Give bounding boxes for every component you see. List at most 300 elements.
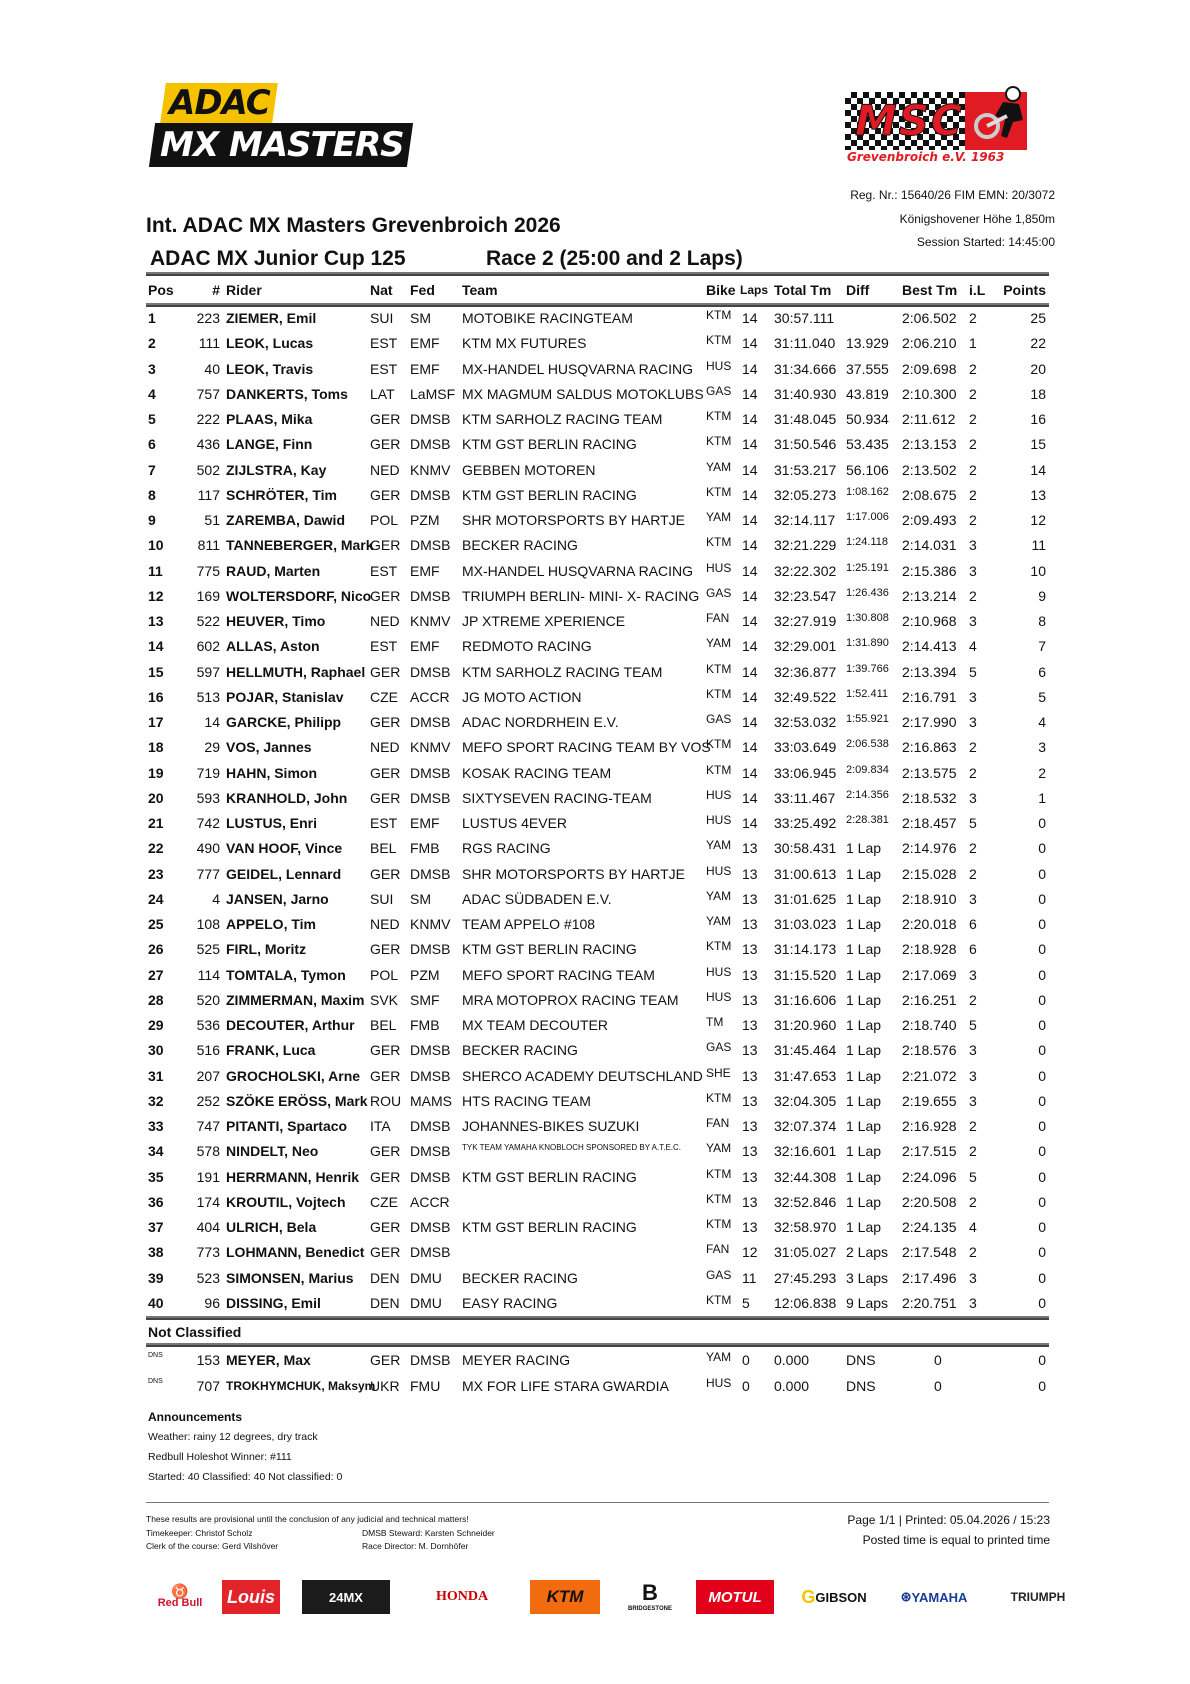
table-row [146, 1215, 1049, 1240]
cell-points: 0 [1038, 1042, 1046, 1059]
cell-bike: HUS [706, 358, 732, 373]
cell-il: 2 [969, 310, 977, 326]
cell-il: 1 [969, 335, 977, 352]
redbull-bull-icon: ♉ [171, 1583, 189, 1599]
cell-rider: LUSTUS, Enri [226, 815, 318, 831]
table-row [146, 1266, 1049, 1291]
table-row [146, 458, 1049, 483]
cell-number: 404 [196, 1219, 220, 1235]
cell-diff: 13.929 [846, 335, 889, 352]
cell-number: 707 [196, 1377, 220, 1394]
cell-bike: YAM [706, 510, 732, 524]
gibson-logo [792, 1580, 876, 1614]
cell-bike: FAN [706, 611, 730, 625]
table-row [146, 836, 1049, 861]
col-pos: Pos [148, 282, 174, 298]
cell-team: BECKER RACING [462, 537, 578, 554]
cell-points: 0 [1038, 1352, 1046, 1368]
cell-pos: 5 [148, 411, 156, 427]
cell-points: 1 [1038, 789, 1046, 806]
cell-il: 2 [969, 385, 977, 402]
cell-rider: LOHMANN, Benedict [226, 1244, 365, 1261]
cell-total-time: 31:14.173 [774, 941, 837, 958]
cell-bike: YAM [706, 888, 732, 903]
cell-laps: 14 [742, 714, 758, 730]
cell-rider: ZIMMERMAN, Maxim [226, 991, 365, 1008]
cell-points: 0 [1038, 1377, 1046, 1394]
cell-laps: 13 [742, 865, 758, 882]
cell-il: 3 [969, 890, 977, 907]
cell-number: 111 [198, 335, 220, 352]
cell-number: 523 [196, 1269, 220, 1286]
cell-diff: 1 Lap [846, 840, 882, 857]
triumph-logo: TRIUMPH [1010, 1590, 1066, 1604]
cell-points: 0 [1038, 1219, 1046, 1235]
cell-total-time: 31:16.606 [774, 991, 837, 1008]
cell-total-time: 33:25.492 [774, 815, 837, 831]
cell-il: 2 [969, 1244, 977, 1261]
table-row [146, 862, 1049, 887]
cell-pos: 7 [148, 461, 156, 478]
table-row [146, 1240, 1049, 1265]
cell-pos: 39 [148, 1269, 164, 1286]
cell-rider: VAN HOOF, Vince [226, 840, 343, 857]
cell-diff: 1 Lap [846, 890, 882, 907]
cell-number: 51 [204, 512, 220, 528]
cell-fed: DMSB [410, 865, 451, 882]
cell-laps: 14 [742, 663, 758, 680]
table-row [146, 937, 1049, 962]
table-row [146, 988, 1049, 1013]
cell-total-time: 31:03.023 [774, 916, 837, 932]
page-info: Page 1/1 | Printed: 05.04.2026 / 15:23 [847, 1513, 1050, 1527]
cell-bike: YAM [706, 838, 732, 853]
cell-pos: 6 [148, 436, 156, 453]
cell-fed: EMF [410, 815, 440, 831]
cell-diff: 1 Lap [846, 865, 882, 882]
cell-bike: HUS [706, 964, 732, 979]
cell-number: 525 [196, 941, 220, 958]
cell-nat: SVK [370, 991, 399, 1008]
cell-number: 536 [196, 1017, 220, 1033]
cell-pos: 22 [148, 840, 164, 857]
cell-team: KTM SARHOLZ RACING TEAM [462, 411, 663, 427]
cell-laps: 14 [742, 512, 758, 528]
cell-pos: 23 [148, 865, 164, 882]
table-row [146, 634, 1049, 659]
cell-laps: 14 [742, 335, 758, 352]
cell-nat: CZE [370, 1193, 398, 1210]
table-row [146, 1013, 1049, 1038]
cell-pos: 1 [148, 310, 156, 326]
cell-number: 811 [197, 537, 220, 554]
cell-number: 4 [212, 890, 220, 907]
cell-nat: GER [370, 1067, 401, 1084]
cell-best-time: 2:14.031 [902, 537, 957, 554]
cell-il: 4 [969, 1219, 977, 1235]
cell-points: 5 [1038, 688, 1046, 705]
cell-il: 3 [969, 1067, 977, 1084]
cell-pos: 20 [148, 789, 164, 806]
table-row [146, 1190, 1049, 1215]
cell-pos: 8 [148, 486, 156, 503]
cell-laps: 14 [742, 587, 758, 604]
cell-best-time: 2:10.300 [902, 385, 957, 402]
race-director: Race Director: M. Dornhöfer [362, 1541, 469, 1551]
cell-points: 0 [1038, 815, 1046, 831]
cell-fed: DMSB [410, 1067, 451, 1084]
cell-points: 10 [1030, 562, 1046, 579]
cell-points: 0 [1038, 991, 1046, 1008]
cell-total-time: 31:05.027 [774, 1244, 837, 1261]
cell-fed: DMSB [410, 663, 451, 680]
cell-number: 597 [196, 663, 220, 680]
cell-best-time: 2:21.072 [902, 1067, 957, 1084]
cell-pos: 38 [148, 1244, 164, 1261]
cell-team: KTM SARHOLZ RACING TEAM [462, 663, 663, 680]
cell-il: 5 [969, 663, 977, 680]
table-row [146, 609, 1049, 634]
logo-msc-text: MSC [855, 96, 964, 145]
cell-bike: GAS [706, 585, 732, 600]
cell-rider: HELLMUTH, Raphael [226, 663, 366, 680]
col-rider: Rider [226, 282, 262, 298]
cell-best-time: 2:06.210 [902, 335, 957, 352]
cell-number: 719 [196, 764, 220, 781]
cell-team: RGS RACING [462, 840, 551, 857]
cell-il: 2 [969, 461, 977, 478]
cell-nat: UKR [370, 1377, 400, 1394]
cell-total-time: 31:48.045 [774, 411, 837, 427]
cell-total-time: 0.000 [774, 1352, 810, 1368]
cell-points: 0 [1038, 966, 1046, 983]
col-team: Team [462, 282, 498, 298]
session-started: Session Started: 14:45:00 [916, 235, 1055, 249]
cell-il: 3 [969, 613, 977, 629]
cell-nat: GER [370, 587, 401, 604]
cell-best-time: 2:18.928 [902, 941, 957, 958]
cell-fed: EMF [410, 360, 440, 377]
cell-nat: GER [370, 1168, 401, 1185]
cell-total-time: 31:01.625 [774, 890, 837, 907]
cell-rider: KROUTIL, Vojtech [226, 1193, 346, 1210]
cell-pos: 12 [148, 587, 164, 604]
honda-logo: HONDA [435, 1589, 489, 1604]
table-row [146, 432, 1049, 457]
cell-fed: MAMS [410, 1092, 452, 1109]
cell-points: 0 [1038, 1017, 1046, 1033]
cell-il: 2 [969, 865, 977, 882]
table-row [146, 407, 1049, 432]
cell-best-time: 2:15.386 [902, 562, 957, 579]
cell-number: 29 [204, 739, 220, 756]
cell-total-time: 31:50.546 [774, 436, 837, 453]
cell-total-time: 32:22.302 [774, 562, 837, 579]
cell-nat: GER [370, 789, 401, 806]
cell-pos: 27 [148, 966, 164, 983]
cell-fed: LaMSF [410, 385, 456, 402]
cell-points: 9 [1038, 587, 1046, 604]
cell-team: MEFO SPORT RACING TEAM [462, 966, 655, 983]
cell-rider: APPELO, Tim [226, 916, 316, 932]
cell-fed: FMB [410, 1017, 440, 1033]
cell-diff: 1 Lap [846, 1092, 882, 1109]
cell-number: 513 [196, 688, 220, 705]
cell-il: 2 [969, 512, 977, 528]
cell-diff: 1 Lap [846, 991, 882, 1008]
cell-fed: DMSB [410, 941, 451, 958]
cell-number: 773 [196, 1244, 220, 1261]
cell-total-time: 32:04.305 [774, 1092, 837, 1109]
cell-team: EASY RACING [462, 1294, 558, 1311]
cell-team: KOSAK RACING TEAM [462, 764, 612, 781]
cell-il: 5 [969, 1168, 977, 1185]
cell-diff: 37.555 [846, 360, 889, 377]
cell-total-time: 32:52.846 [774, 1193, 837, 1210]
cell-rider: HEUVER, Timo [226, 613, 326, 629]
cell-points: 0 [1038, 1193, 1046, 1210]
logo-adac-text: ADAC [169, 83, 270, 123]
cell-il: 2 [969, 360, 977, 377]
cell-number: 174 [196, 1193, 220, 1210]
yamaha-logo [894, 1580, 974, 1614]
cell-diff: 1:26.436 [846, 586, 889, 599]
cell-team: TRIUMPH BERLIN- MINI- X- RACING [462, 587, 700, 604]
table-row [146, 382, 1049, 407]
cell-best-time: 2:13.153 [902, 436, 957, 453]
cell-total-time: 27:45.293 [774, 1269, 837, 1286]
cell-diff: 1:55.921 [846, 713, 889, 725]
col-fed: Fed [410, 282, 435, 298]
cell-diff: 2:28.381 [846, 814, 889, 826]
yamaha-tuning-fork-icon: ⊛ [900, 1589, 912, 1604]
cell-diff: 1:08.162 [846, 485, 889, 498]
cell-fed: KNMV [410, 461, 451, 478]
cell-rider: WOLTERSDORF, Nico [226, 587, 372, 604]
cell-best-time: 2:18.457 [902, 815, 957, 831]
cell-rider: ULRICH, Bela [226, 1219, 317, 1235]
cell-nat: GER [370, 411, 401, 427]
col-number: # [212, 282, 220, 298]
col-laps: Laps [740, 283, 769, 297]
table-header [146, 278, 1049, 303]
cell-laps: 14 [742, 815, 758, 831]
cell-diff: DNS [846, 1377, 876, 1394]
timekeeper: Timekeeper: Christof Scholz [146, 1528, 253, 1538]
cell-pos: 36 [148, 1193, 164, 1210]
cell-nat: DEN [370, 1294, 400, 1311]
cell-total-time: 32:14.117 [774, 512, 836, 528]
cell-total-time: 31:20.960 [774, 1017, 837, 1033]
cell-team: REDMOTO RACING [462, 638, 592, 655]
dmsb-steward: DMSB Steward: Karsten Schneider [362, 1528, 495, 1538]
cell-il: 3 [969, 1269, 977, 1286]
cell-nat: GER [370, 436, 401, 453]
cell-laps: 14 [742, 638, 758, 655]
bridgestone-logo [622, 1580, 678, 1614]
cell-laps: 14 [742, 385, 758, 402]
cell-laps: 11 [742, 1269, 757, 1286]
cell-rider: GEIDEL, Lennard [226, 865, 342, 882]
cell-best-time: 2:24.135 [902, 1219, 957, 1235]
cell-bike: YAM [706, 914, 732, 928]
table-row [146, 508, 1049, 533]
race-name: Race 2 (25:00 and 2 Laps) [486, 247, 743, 270]
cell-bike: KTM [706, 1292, 732, 1307]
cell-best-time: 2:16.863 [902, 739, 957, 756]
cell-bike: KTM [706, 409, 732, 423]
event-title: Int. ADAC MX Masters Grevenbroich 2026 [146, 214, 561, 237]
cell-number: 522 [196, 613, 220, 629]
cell-laps: 14 [742, 360, 758, 377]
cell-number: 222 [196, 411, 220, 427]
cell-best-time: 2:20.751 [902, 1294, 957, 1311]
cell-fed: KNMV [410, 613, 451, 629]
cell-bike: FAN [706, 1242, 730, 1257]
cell-total-time: 31:00.613 [774, 865, 837, 882]
cell-nat: BEL [370, 1017, 397, 1033]
cell-best-time: 2:18.532 [902, 789, 957, 806]
cell-laps: 14 [742, 461, 758, 478]
cell-total-time: 32:27.919 [774, 613, 837, 629]
cell-diff: 1 Lap [846, 966, 882, 983]
cell-diff: 1 Lap [846, 1118, 882, 1134]
cell-team: GEBBEN MOTOREN [462, 461, 596, 478]
table-row [146, 735, 1049, 760]
cell-points: 0 [1038, 890, 1046, 907]
cell-diff: 53.435 [846, 436, 889, 453]
table-row [146, 710, 1049, 735]
cell-diff: 56.106 [846, 461, 889, 478]
cell-diff: DNS [846, 1352, 876, 1368]
cell-rider: TOMTALA, Tymon [226, 966, 346, 983]
cell-bike: YAM [706, 1141, 732, 1156]
cell-nat: EST [370, 562, 398, 579]
cell-team: MX-HANDEL HUSQVARNA RACING [462, 562, 694, 579]
cell-diff: 2 Laps [846, 1244, 889, 1261]
announcements-title: Announcements [148, 1410, 243, 1424]
cell-nat: LAT [370, 385, 395, 402]
cell-best-time: 2:15.028 [902, 865, 957, 882]
cell-diff: 1 Lap [846, 1042, 882, 1059]
cell-number: 777 [196, 865, 220, 882]
cell-rider: TANNEBERGER, Mark [226, 537, 374, 554]
cell-bike: KTM [706, 1191, 732, 1206]
cell-laps: 14 [742, 562, 758, 579]
cell-bike: GAS [706, 712, 732, 726]
cell-bike: HUS [706, 989, 732, 1004]
cell-pos: 9 [148, 512, 156, 528]
cell-bike: TM [706, 1015, 724, 1029]
announcement-weather: Weather: rainy 12 degrees, dry track [148, 1431, 318, 1443]
cell-bike: FAN [706, 1116, 730, 1130]
logo-subtitle: Grevenbroich e.V. 1963 [847, 150, 1005, 164]
table-row [146, 1139, 1049, 1164]
cell-nat: CZE [370, 688, 398, 705]
cell-total-time: 12:06.838 [774, 1294, 837, 1311]
cell-il: 3 [969, 1042, 977, 1059]
cell-team: KTM GST BERLIN RACING [462, 436, 637, 453]
cell-best-time: 2:13.502 [902, 461, 957, 478]
col-il: i.L [969, 282, 986, 298]
cell-total-time: 32:53.032 [774, 714, 837, 730]
col-total-time: Total Tm [774, 282, 832, 298]
cell-nat: BEL [370, 840, 397, 857]
cell-number: 747 [196, 1118, 220, 1134]
cell-team: LUSTUS 4EVER [462, 815, 568, 831]
cell-nat: GER [370, 941, 401, 958]
cell-best-time: 2:09.493 [902, 512, 957, 528]
table-row [146, 1291, 1049, 1316]
cell-bike: HUS [706, 813, 732, 827]
cell-fed: DMSB [410, 1143, 451, 1160]
cell-nat: EST [370, 360, 398, 377]
cell-pos: 28 [148, 991, 164, 1008]
cell-nat: NED [370, 739, 400, 756]
cell-rider: GARCKE, Philipp [226, 714, 342, 730]
cell-il: 3 [969, 562, 977, 579]
cell-il: 2 [969, 1143, 977, 1160]
cell-rider: FIRL, Moritz [226, 941, 307, 958]
cell-laps: 14 [742, 739, 758, 756]
cell-total-time: 31:11.040 [774, 335, 836, 352]
cell-best-time: 2:16.791 [902, 688, 957, 705]
disclaimer: These results are provisional until the conclusion of any judicial and technical matters! [146, 1514, 469, 1524]
cell-nat: SUI [370, 890, 394, 907]
cell-fed: DMSB [410, 1244, 451, 1261]
cell-pos: 25 [148, 916, 164, 932]
cell-il: 3 [969, 714, 977, 730]
cell-diff: 1 Lap [846, 941, 882, 958]
cell-total-time: 32:44.308 [774, 1168, 837, 1185]
cell-bike: HUS [706, 1375, 732, 1390]
cell-best-time: 2:13.575 [902, 764, 957, 781]
cell-pos: 30 [148, 1042, 164, 1059]
cell-pos: 18 [148, 739, 164, 756]
cell-best-time: 2:20.508 [902, 1193, 957, 1210]
cell-nat: GER [370, 764, 401, 781]
cell-diff: 3 Laps [846, 1269, 889, 1286]
cell-nat: ROU [370, 1092, 402, 1109]
cell-number: 169 [196, 587, 220, 604]
cell-total-time: 32:36.877 [774, 663, 837, 680]
cell-points: 0 [1038, 1092, 1046, 1109]
cell-bike: YAM [706, 459, 732, 474]
cell-fed: FMU [410, 1377, 441, 1394]
col-nat: Nat [370, 282, 393, 298]
cell-bike: KTM [706, 535, 732, 550]
cell-nat: DEN [370, 1269, 400, 1286]
cell-laps: 13 [742, 890, 758, 907]
cell-total-time: 31:53.217 [774, 461, 837, 478]
cell-fed: DMSB [410, 486, 451, 503]
cell-bike: KTM [706, 1166, 732, 1181]
cell-laps: 13 [742, 1193, 758, 1210]
cell-total-time: 31:34.666 [774, 360, 837, 377]
cell-fed: DMSB [410, 764, 451, 781]
cell-laps: 14 [742, 613, 758, 629]
cell-fed: EMF [410, 335, 440, 352]
cell-rider: GROCHOLSKI, Arne [226, 1067, 361, 1084]
cell-rider: JANSEN, Jarno [226, 890, 329, 907]
cell-number: 516 [196, 1042, 220, 1059]
cell-diff: 1 Lap [846, 1143, 882, 1160]
not-classified-title: Not Classified [148, 1324, 242, 1340]
cell-laps: 0 [742, 1377, 750, 1394]
cell-total-time: 32:58.970 [774, 1219, 837, 1235]
cell-team: KTM GST BERLIN RACING [462, 1168, 637, 1185]
cell-rider: PLAAS, Mika [226, 411, 313, 427]
